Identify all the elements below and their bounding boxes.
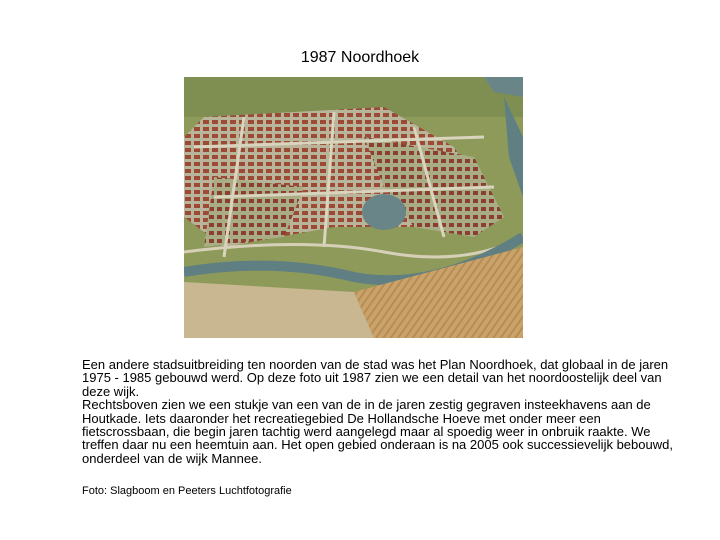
slide-title: 1987 Noordhoek	[300, 49, 420, 66]
photo-credit: Foto: Slagboom en Peeters Luchtfotografie	[82, 485, 292, 497]
aerial-photo	[184, 77, 523, 338]
description-text	[82, 358, 682, 465]
aerial-photo-graphic	[184, 77, 523, 338]
description-paragraph-2: Rechtsboven zien we een stukje van een van de in de jaren zestig gegraven insteekhavens aan de Houtkade. Iets daaronder het recreatiegebied De Hollandsche Hoeve met onder meer een fietscrossbaan, die begin jaren tachtig werd aangelegd maar al spoedig weer in onbruik raakte. We treffen daar nu een heemtuin aan. Het open gebied onderaan is na 2005 ook successievelijk bebouwd, onderdeel van de wijk Mannee.	[82, 397, 673, 466]
description-paragraph-1: Een andere stadsuitbreiding ten noorden van de stad was het Plan Noordhoek, dat globaal in de jaren 1975 - 1985 gebouwd werd. Op deze foto uit 1987 zien we een detail van het noordoostelijk deel van deze wijk.	[82, 357, 669, 399]
